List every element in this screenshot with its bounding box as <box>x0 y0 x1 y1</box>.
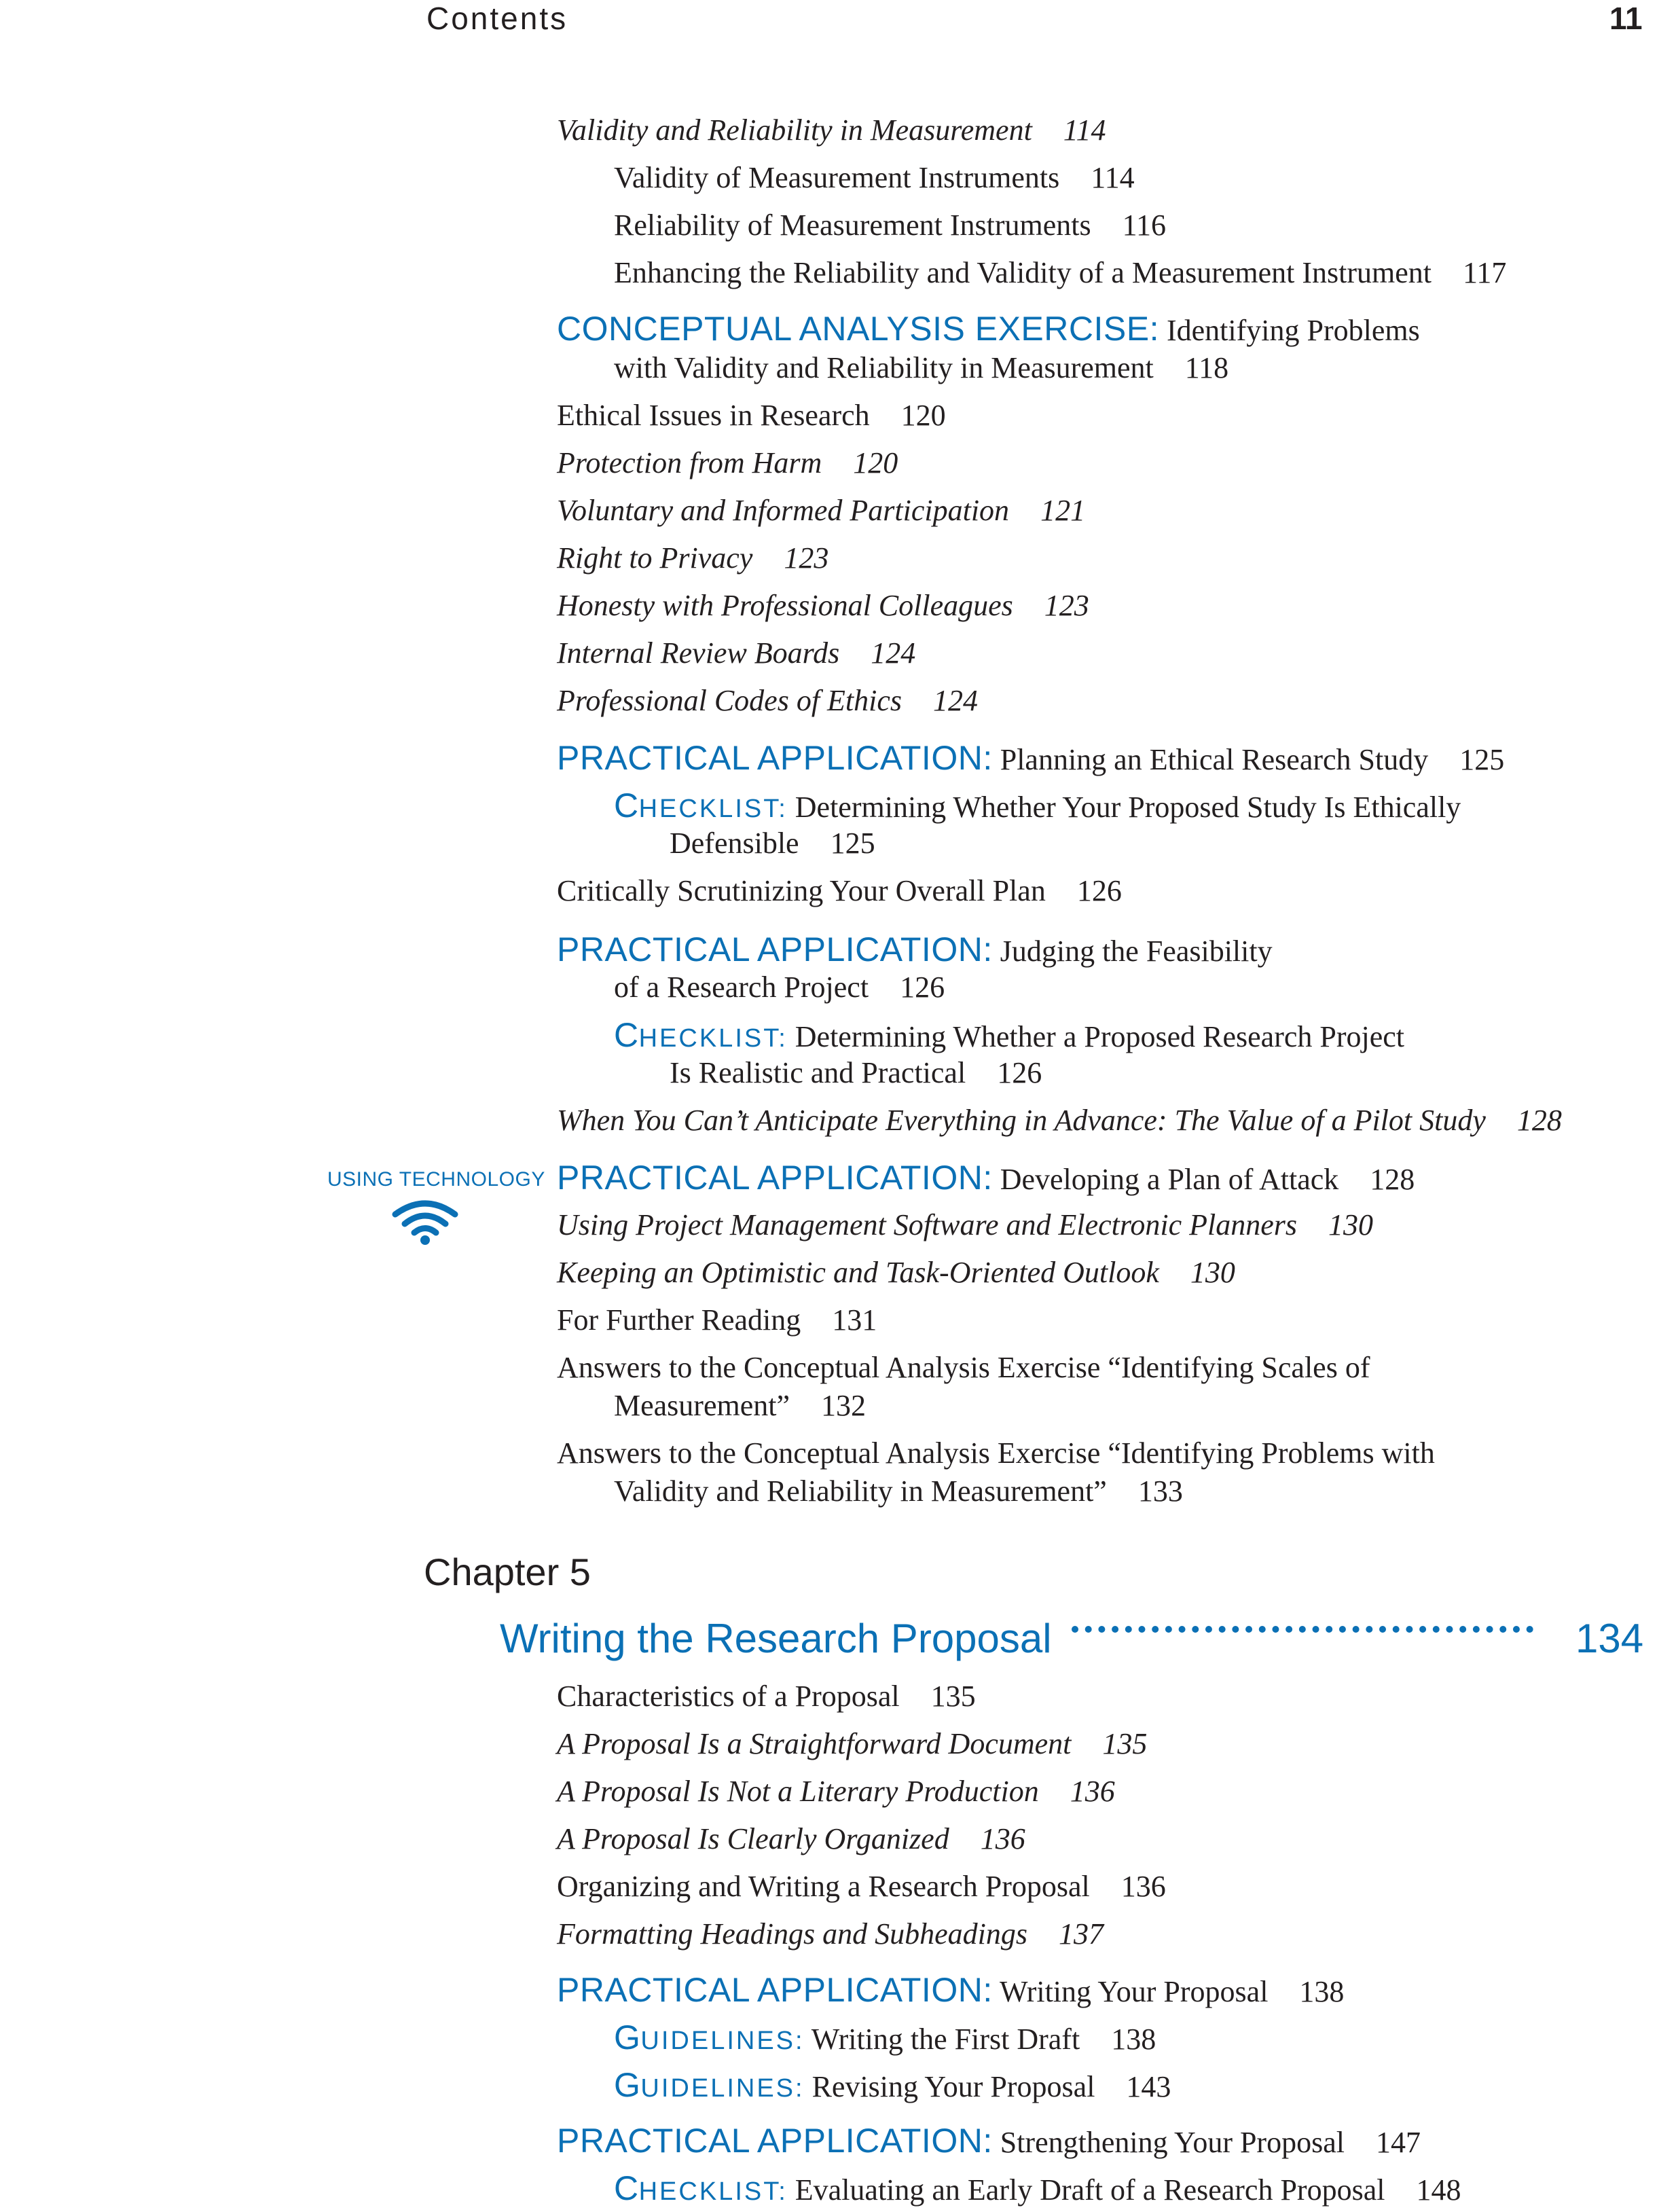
entry-page: 130 <box>1328 1208 1374 1241</box>
entry-text: Characteristics of a Proposal <box>557 1680 900 1713</box>
toc-entry-checklist <box>614 786 1461 828</box>
entry-page: 123 <box>784 541 829 575</box>
toc-entry <box>557 1868 1166 1906</box>
entry-text: Voluntary and Informed Participation <box>557 494 1010 527</box>
practical-application-label: PRACTICAL APPLICATION: <box>557 739 993 777</box>
toc-entry <box>557 1102 1562 1140</box>
toc-entry <box>557 1725 1147 1763</box>
entry-page: 133 <box>1137 1474 1183 1508</box>
toc-entry-practical <box>557 739 1504 779</box>
guidelines-label: GUIDELINES: <box>614 2066 805 2104</box>
toc-entry <box>670 824 875 863</box>
entry-page: 114 <box>1063 113 1106 147</box>
toc-entry <box>614 968 945 1007</box>
entry-text: Is Realistic and Practical <box>670 1056 966 1089</box>
entry-text: Revising Your Proposal <box>812 2070 1095 2103</box>
entry-text: A Proposal Is a Straightforward Document <box>557 1727 1072 1760</box>
toc-entry <box>557 444 898 482</box>
toc-entry <box>557 1820 1025 1858</box>
entry-text: Critically Scrutinizing Your Overall Plan <box>557 874 1046 907</box>
toc-entry <box>557 1678 976 1716</box>
toc-entry <box>557 1434 1435 1472</box>
using-technology-label: USING TECHNOLOGY <box>327 1168 545 1191</box>
entry-page: 136 <box>980 1822 1025 1855</box>
toc-entry <box>614 1387 866 1425</box>
entry-page: 136 <box>1070 1775 1115 1808</box>
toc-entry-checklist <box>614 1016 1404 1057</box>
entry-page: 128 <box>1370 1163 1415 1196</box>
entry-text: Reliability of Measurement Instruments <box>614 208 1091 242</box>
toc-entry-practical <box>557 930 1273 971</box>
entry-text: Professional Codes of Ethics <box>557 684 903 717</box>
entry-text: Ethical Issues in Research <box>557 399 870 432</box>
entry-page: 124 <box>933 684 979 717</box>
entry-text: Answers to the Conceptual Analysis Exercise “Identifying Scales of <box>557 1351 1370 1384</box>
entry-text: Defensible <box>670 827 799 860</box>
entry-text: For Further Reading <box>557 1303 801 1337</box>
entry-text: Writing Your Proposal <box>999 1975 1269 2008</box>
entry-text: Evaluating an Early Draft of a Research Proposal <box>795 2173 1385 2207</box>
entry-page: 126 <box>997 1056 1042 1089</box>
entry-text: Right to Privacy <box>557 541 753 575</box>
entry-text: of a Research Project <box>614 971 869 1004</box>
entry-page: 143 <box>1126 2070 1171 2103</box>
entry-page: 136 <box>1120 1870 1166 1903</box>
entry-page: 125 <box>1459 743 1505 776</box>
entry-text: When You Can’t Anticipate Everything in Advance: The Value of a Pilot Study <box>557 1104 1486 1137</box>
toc-entry <box>614 1472 1183 1510</box>
entry-page: 128 <box>1516 1104 1562 1137</box>
entry-text: Answers to the Conceptual Analysis Exercise “Identifying Problems with <box>557 1436 1435 1470</box>
entry-text: Validity and Reliability in Measurement” <box>614 1474 1107 1508</box>
toc-entry <box>557 682 978 720</box>
entry-text: Protection from Harm <box>557 446 822 479</box>
entry-page: 116 <box>1122 208 1166 242</box>
toc-entry-exercise <box>557 310 1420 350</box>
checklist-label: CHECKLIST: <box>614 2169 788 2207</box>
entry-text: Planning an Ethical Research Study <box>1000 743 1429 776</box>
toc-entry <box>557 1915 1104 1953</box>
entry-text: Validity and Reliability in Measurement <box>557 113 1032 147</box>
toc-entry <box>557 111 1106 149</box>
entry-text: A Proposal Is Clearly Organized <box>557 1822 949 1855</box>
entry-page: 117 <box>1463 256 1507 289</box>
chapter-title: Writing the Research Proposal <box>500 1615 1061 1662</box>
toc-entry <box>557 1773 1115 1811</box>
entry-text: Determining Whether Your Proposed Study Is Ethically <box>795 791 1461 824</box>
toc-entry <box>557 1301 877 1339</box>
entry-text: Keeping an Optimistic and Task-Oriented Outlook <box>557 1256 1159 1289</box>
toc-entry-practical <box>557 1971 1344 2011</box>
entry-text: Measurement” <box>614 1389 790 1422</box>
toc-entry-guidelines <box>614 2066 1171 2107</box>
toc-entry-practical <box>557 1159 1415 1199</box>
entry-page: 137 <box>1058 1917 1104 1951</box>
entry-page: 147 <box>1375 2126 1421 2159</box>
entry-page: 138 <box>1111 2023 1156 2056</box>
entry-text: Developing a Plan of Attack <box>1000 1163 1339 1196</box>
toc-entry-checklist <box>614 2169 1461 2211</box>
entry-text: Identifying Problems <box>1167 314 1420 347</box>
entry-page: 124 <box>871 636 916 670</box>
entry-text: Determining Whether a Proposed Research Project <box>795 1020 1405 1053</box>
entry-page: 118 <box>1184 351 1229 384</box>
toc-entry-practical <box>557 2122 1421 2162</box>
toc-entry <box>557 1206 1373 1244</box>
entry-page: 126 <box>1076 874 1122 907</box>
entry-page: 135 <box>930 1680 976 1713</box>
practical-application-label: PRACTICAL APPLICATION: <box>557 1971 993 2009</box>
toc-entry <box>557 634 915 672</box>
toc-entry <box>670 1054 1042 1092</box>
entry-page: 126 <box>900 971 945 1004</box>
toc-entry <box>557 872 1122 910</box>
checklist-label: CHECKLIST: <box>614 1016 788 1054</box>
entry-text: Honesty with Professional Colleagues <box>557 589 1013 622</box>
exercise-label: CONCEPTUAL ANALYSIS EXERCISE: <box>557 310 1159 348</box>
entry-text: Using Project Management Software and Electronic Planners <box>557 1208 1298 1241</box>
entry-text: A Proposal Is Not a Literary Production <box>557 1775 1039 1808</box>
entry-page: 131 <box>832 1303 877 1337</box>
entry-page: 123 <box>1044 589 1089 622</box>
practical-application-label: PRACTICAL APPLICATION: <box>557 1159 993 1197</box>
toc-entry <box>614 349 1228 387</box>
entry-text: Judging the Feasibility <box>1000 935 1273 968</box>
entry-text: Writing the First Draft <box>811 2023 1080 2056</box>
practical-application-label: PRACTICAL APPLICATION: <box>557 930 993 968</box>
entry-text: with Validity and Reliability in Measurement <box>614 351 1154 384</box>
entry-text: Organizing and Writing a Research Proposal <box>557 1870 1090 1903</box>
running-header-title: Contents <box>426 1 568 36</box>
toc-entry <box>557 587 1089 625</box>
entry-text: Internal Review Boards <box>557 636 840 670</box>
entry-text: Enhancing the Reliability and Validity of a Measurement Instrument <box>614 256 1432 289</box>
dot-leader <box>1072 1626 1533 1633</box>
entry-page: 135 <box>1102 1727 1148 1760</box>
guidelines-label: GUIDELINES: <box>614 2018 805 2056</box>
toc-entry <box>557 492 1085 530</box>
toc-entry <box>614 159 1135 197</box>
entry-page: 125 <box>830 827 875 860</box>
toc-entry <box>557 397 946 435</box>
entry-page: 120 <box>853 446 898 479</box>
entry-text: Strengthening Your Proposal <box>1000 2126 1345 2159</box>
toc-entry-guidelines <box>614 2018 1156 2060</box>
practical-application-label: PRACTICAL APPLICATION: <box>557 2122 993 2160</box>
wifi-icon <box>391 1197 459 1246</box>
toc-entry <box>557 1349 1370 1387</box>
toc-entry <box>557 539 828 577</box>
entry-page: 138 <box>1299 1975 1345 2008</box>
entry-page: 148 <box>1416 2173 1461 2207</box>
toc-entry <box>614 254 1506 292</box>
entry-text: Validity of Measurement Instruments <box>614 161 1060 194</box>
entry-page: 130 <box>1190 1256 1235 1289</box>
chapter-label: Chapter 5 <box>424 1551 591 1593</box>
entry-page: 114 <box>1091 161 1135 194</box>
running-header-page-number: 11 <box>1609 1 1643 36</box>
toc-entry <box>614 206 1166 244</box>
toc-entry <box>557 1254 1235 1292</box>
entry-page: 120 <box>900 399 946 432</box>
entry-page: 121 <box>1040 494 1086 527</box>
chapter-page: 134 <box>1575 1616 1644 1661</box>
entry-text: Formatting Headings and Subheadings <box>557 1917 1027 1951</box>
entry-page: 132 <box>821 1389 866 1422</box>
checklist-label: CHECKLIST: <box>614 786 788 824</box>
